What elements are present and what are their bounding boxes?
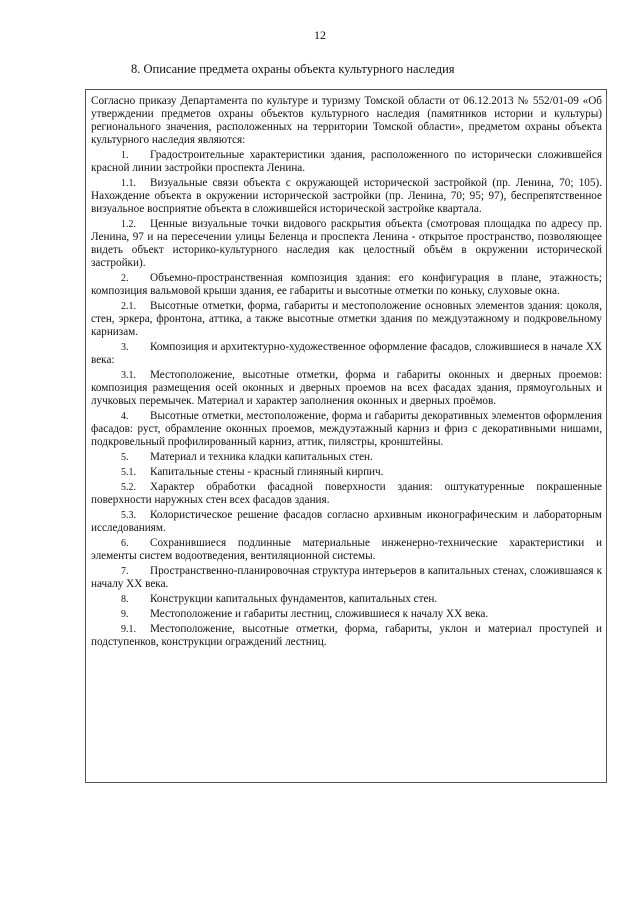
item-number: 5. (121, 452, 129, 463)
item-number: 3. (121, 342, 129, 353)
item-text: Местоположение, высотные отметки, форма, габариты, уклон и материал проступей и подступенков, конструкции ограждений лестниц. (91, 623, 602, 648)
protection-item (91, 565, 602, 591)
item-text: Композиция и архитектурно-художественное оформление фасадов, сложившиеся в начале XX века: (91, 341, 602, 366)
protection-item (91, 451, 602, 464)
item-number: 3.1. (121, 370, 136, 381)
item-text: Градостроительные характеристики здания, расположенного по исторически сложившейся красной линии застройки проспекта Ленина. (91, 149, 602, 174)
protection-item (91, 369, 602, 408)
item-number: 2.1. (121, 301, 136, 312)
protection-item (91, 341, 602, 367)
item-text: Сохранившиеся подлинные материальные инженерно-технические характеристики и элементы систем водоотведения, вентиляционной системы. (91, 537, 602, 562)
protection-item (91, 481, 602, 507)
intro-paragraph: Согласно приказу Департамента по культуре и туризму Томской области от 06.12.2013 № 552/01-09 «Об утверждении предметов охраны объектов культурного наследия (памятников истории и культуры) регионального значения, расположенных на территории Томской области», предметом охраны объекта культурного наследия являются: (91, 95, 602, 146)
item-text: Капитальные стены - красный глиняный кирпич. (150, 466, 384, 478)
item-number: 4. (121, 411, 129, 422)
item-text: Материал и техника кладки капитальных стен. (150, 451, 373, 463)
item-text: Местоположение, высотные отметки, форма и габариты оконных и дверных проемов: композиция размещения осей оконных и дверных проемов на всех фасадах здания, прямоугольных и лучковых перемычек. Материал и характер заполнения оконных и дверных проёмов. (91, 369, 602, 407)
item-number: 7. (121, 566, 129, 577)
protection-items-list (91, 149, 602, 649)
item-number: 6. (121, 538, 129, 549)
item-text: Местоположение и габариты лестниц, сложившиеся к началу XX века. (150, 608, 489, 620)
item-text: Объемно-пространственная композиция здания: его конфигурация в плане, этажность; композиция вальмовой крыши здания, ее габариты и высотные отметки по коньку, слуховые окна. (91, 272, 602, 297)
item-number: 1.1. (121, 178, 136, 189)
protection-subject-box (85, 89, 607, 783)
item-number: 9.1. (121, 624, 136, 635)
item-text: Колористическое решение фасадов согласно архивным иконографическим и лабораторным исследованиям. (91, 509, 602, 534)
item-number: 1.2. (121, 219, 136, 230)
protection-item (91, 623, 602, 649)
protection-item (91, 593, 602, 606)
item-number: 5.2. (121, 482, 136, 493)
item-text: Высотные отметки, форма, габариты и местоположение основных элементов здания: цоколя, стен, эркера, фронтона, аттика, а также высотные отметки здания по междуэтажному и подкровельному карнизам. (91, 300, 602, 338)
item-number: 2. (121, 273, 129, 284)
item-text: Пространственно-планировочная структура интерьеров в капитальных стенах, сложившаяся к началу XX века. (91, 565, 602, 590)
protection-item (91, 537, 602, 563)
section-title: 8. Описание предмета охраны объекта культурного наследия (131, 62, 455, 76)
item-text: Конструкции капитальных фундаментов, капитальных стен. (150, 593, 438, 605)
item-text: Визуальные связи объекта с окружающей исторической застройкой (пр. Ленина, 70; 105). Нахождение объекта в окружении исторической застройки (пр. Ленина, 70; 95; 97), беспрепятственное визуальное восприятие объекта в сложившейся исторической застройке квартала. (91, 177, 602, 215)
protection-item (91, 466, 602, 479)
item-number: 8. (121, 594, 129, 605)
protection-item (91, 410, 602, 449)
item-number: 5.1. (121, 467, 136, 478)
protection-item (91, 509, 602, 535)
page-number: 12 (314, 28, 326, 42)
item-number: 1. (121, 150, 129, 161)
protection-item (91, 177, 602, 216)
item-text: Высотные отметки, местоположение, форма и габариты декоративных элементов оформления фасадов: руст, обрамление оконных проемов, междуэтажный карниз и фриз с декоративными нишами, подкровельный профилированный карниз, аттик, пилястры, кронштейны. (91, 410, 602, 448)
item-number: 9. (121, 609, 129, 620)
protection-item (91, 272, 602, 298)
protection-item (91, 218, 602, 270)
protection-item (91, 149, 602, 175)
protection-item (91, 300, 602, 339)
protection-item (91, 608, 602, 621)
item-number: 5.3. (121, 510, 136, 521)
item-text: Характер обработки фасадной поверхности здания: оштукатуренные покрашенные поверхности наружных стен всех фасадов здания. (91, 481, 602, 506)
item-text: Ценные визуальные точки видового раскрытия объекта (смотровая площадка по адресу пр. Ленина, 97 и на пересечении улицы Беленца и проспекта Ленина - открытое пространство, позволяющее видеть объект историко-культурного наследия как целостный объём в окружении исторической застройки). (91, 218, 602, 269)
